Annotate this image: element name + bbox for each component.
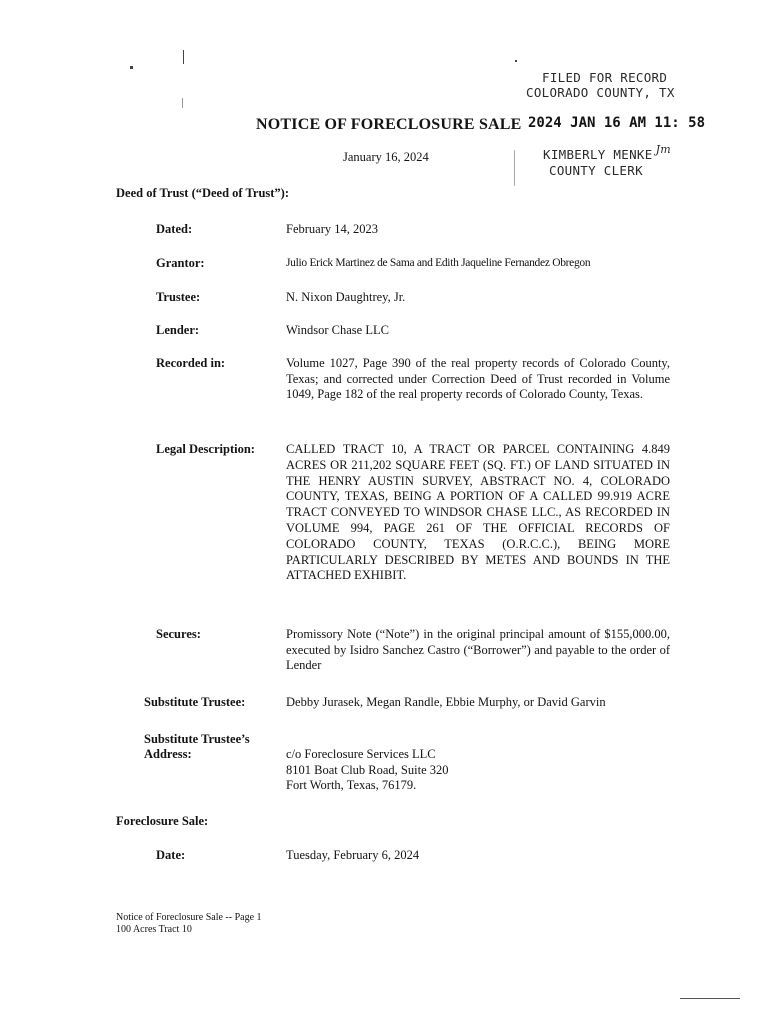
county-clerk-stamp [543, 143, 672, 178]
clerk-name: KIMBERLY MENKE [543, 147, 653, 162]
substitute-trustee-label: Substitute Trustee: [144, 695, 246, 709]
sale-date-label: Date: [156, 848, 186, 862]
stamp-filed-line2: COLORADO COUNTY, TX [526, 85, 675, 100]
legal-description-label: Legal Description: [156, 442, 255, 456]
address-line: Fort Worth, Texas, 76179. [286, 778, 417, 792]
secures-label: Secures: [156, 627, 201, 641]
legal-description-value: CALLED TRACT 10, A TRACT OR PARCEL CONTAINING 4.849 ACRES OR 211,202 SQUARE FEET (SQ. FT.) OF LAND SITUATED IN THE HENRY AUSTIN SURVEY, ABSTRACT NO. 4, COLORADO COUNTY, TEXAS, BEING A PORTION OF A CALLED 99.919 ACRE TRACT CONVEYED TO WINDSOR CHASE LLC., AS RECORDED IN VOLUME 994, PAGE 261 OF THE OFFICIAL RECORDS OF COLORADO COUNTY, TEXAS (O.R.C.C.), BEING MORE PARTICULARLY DESCRIBED BY METES AND BOUNDS IN THE ATTACHED EXHIBIT. [286, 442, 670, 583]
address-label-line1: Substitute Trustee’s [144, 732, 250, 746]
stamp-filed-line1: FILED FOR RECORD [542, 70, 668, 85]
stamp-datetime: 2024 JAN 16 AM 11: 58 [528, 115, 706, 131]
footer-line1: Notice of Foreclosure Sale -- Page 1 [116, 912, 262, 923]
secures-value: Promissory Note (“Note”) in the original principal amount of $155,000.00, executed by Isidro Sanchez Castro (“Borrower”) and payable to the order of Lender [286, 627, 670, 672]
dated-label: Dated: [156, 222, 193, 236]
address-line: 8101 Boat Club Road, Suite 320 [286, 762, 449, 777]
address-label-line2: Address: [144, 747, 192, 761]
scan-mark [183, 50, 184, 64]
clerk-initials: Jm [655, 143, 672, 156]
sale-date-value: Tuesday, February 6, 2024 [286, 848, 420, 862]
trustee-label: Trustee: [156, 290, 201, 304]
clerk-title: COUNTY CLERK [549, 163, 643, 178]
dated-value: February 14, 2023 [286, 222, 378, 236]
scan-line [680, 998, 740, 999]
scan-speck [515, 60, 517, 62]
recorded-in-value: Volume 1027, Page 390 of the real property records of Colorado County, Texas; and corrected under Correction Deed of Trust recorded in Volume 1049, Page 182 of the real property records of Colorado County, Texas. [286, 356, 670, 401]
scan-speck [130, 66, 133, 69]
trustee-value: N. Nixon Daughtrey, Jr. [286, 290, 406, 304]
scan-mark [514, 150, 515, 186]
foreclosure-sale-heading: Foreclosure Sale: [116, 814, 209, 828]
page-footer [116, 912, 262, 936]
substitute-trustee-address [286, 747, 670, 794]
recorded-in-label: Recorded in: [156, 356, 226, 370]
lender-value: Windsor Chase LLC [286, 323, 389, 337]
filed-for-record-stamp [526, 70, 675, 100]
substitute-trustee-address-label [144, 732, 250, 762]
address-line: c/o Foreclosure Services LLC [286, 747, 436, 761]
notice-date: January 16, 2024 [343, 150, 429, 164]
grantor-label: Grantor: [156, 256, 205, 270]
substitute-trustee-value: Debby Jurasek, Megan Randle, Ebbie Murphy, or David Garvin [286, 695, 606, 709]
grantor-value: Julio Erick Martinez de Sama and Edith Jaqueline Fernandez Obregon [286, 257, 591, 269]
page-title: NOTICE OF FORECLOSURE SALE [256, 116, 522, 133]
footer-line2: 100 Acres Tract 10 [116, 924, 192, 935]
lender-label: Lender: [156, 323, 200, 337]
deed-of-trust-heading: Deed of Trust (“Deed of Trust”): [116, 186, 290, 200]
scan-mark [182, 98, 183, 108]
